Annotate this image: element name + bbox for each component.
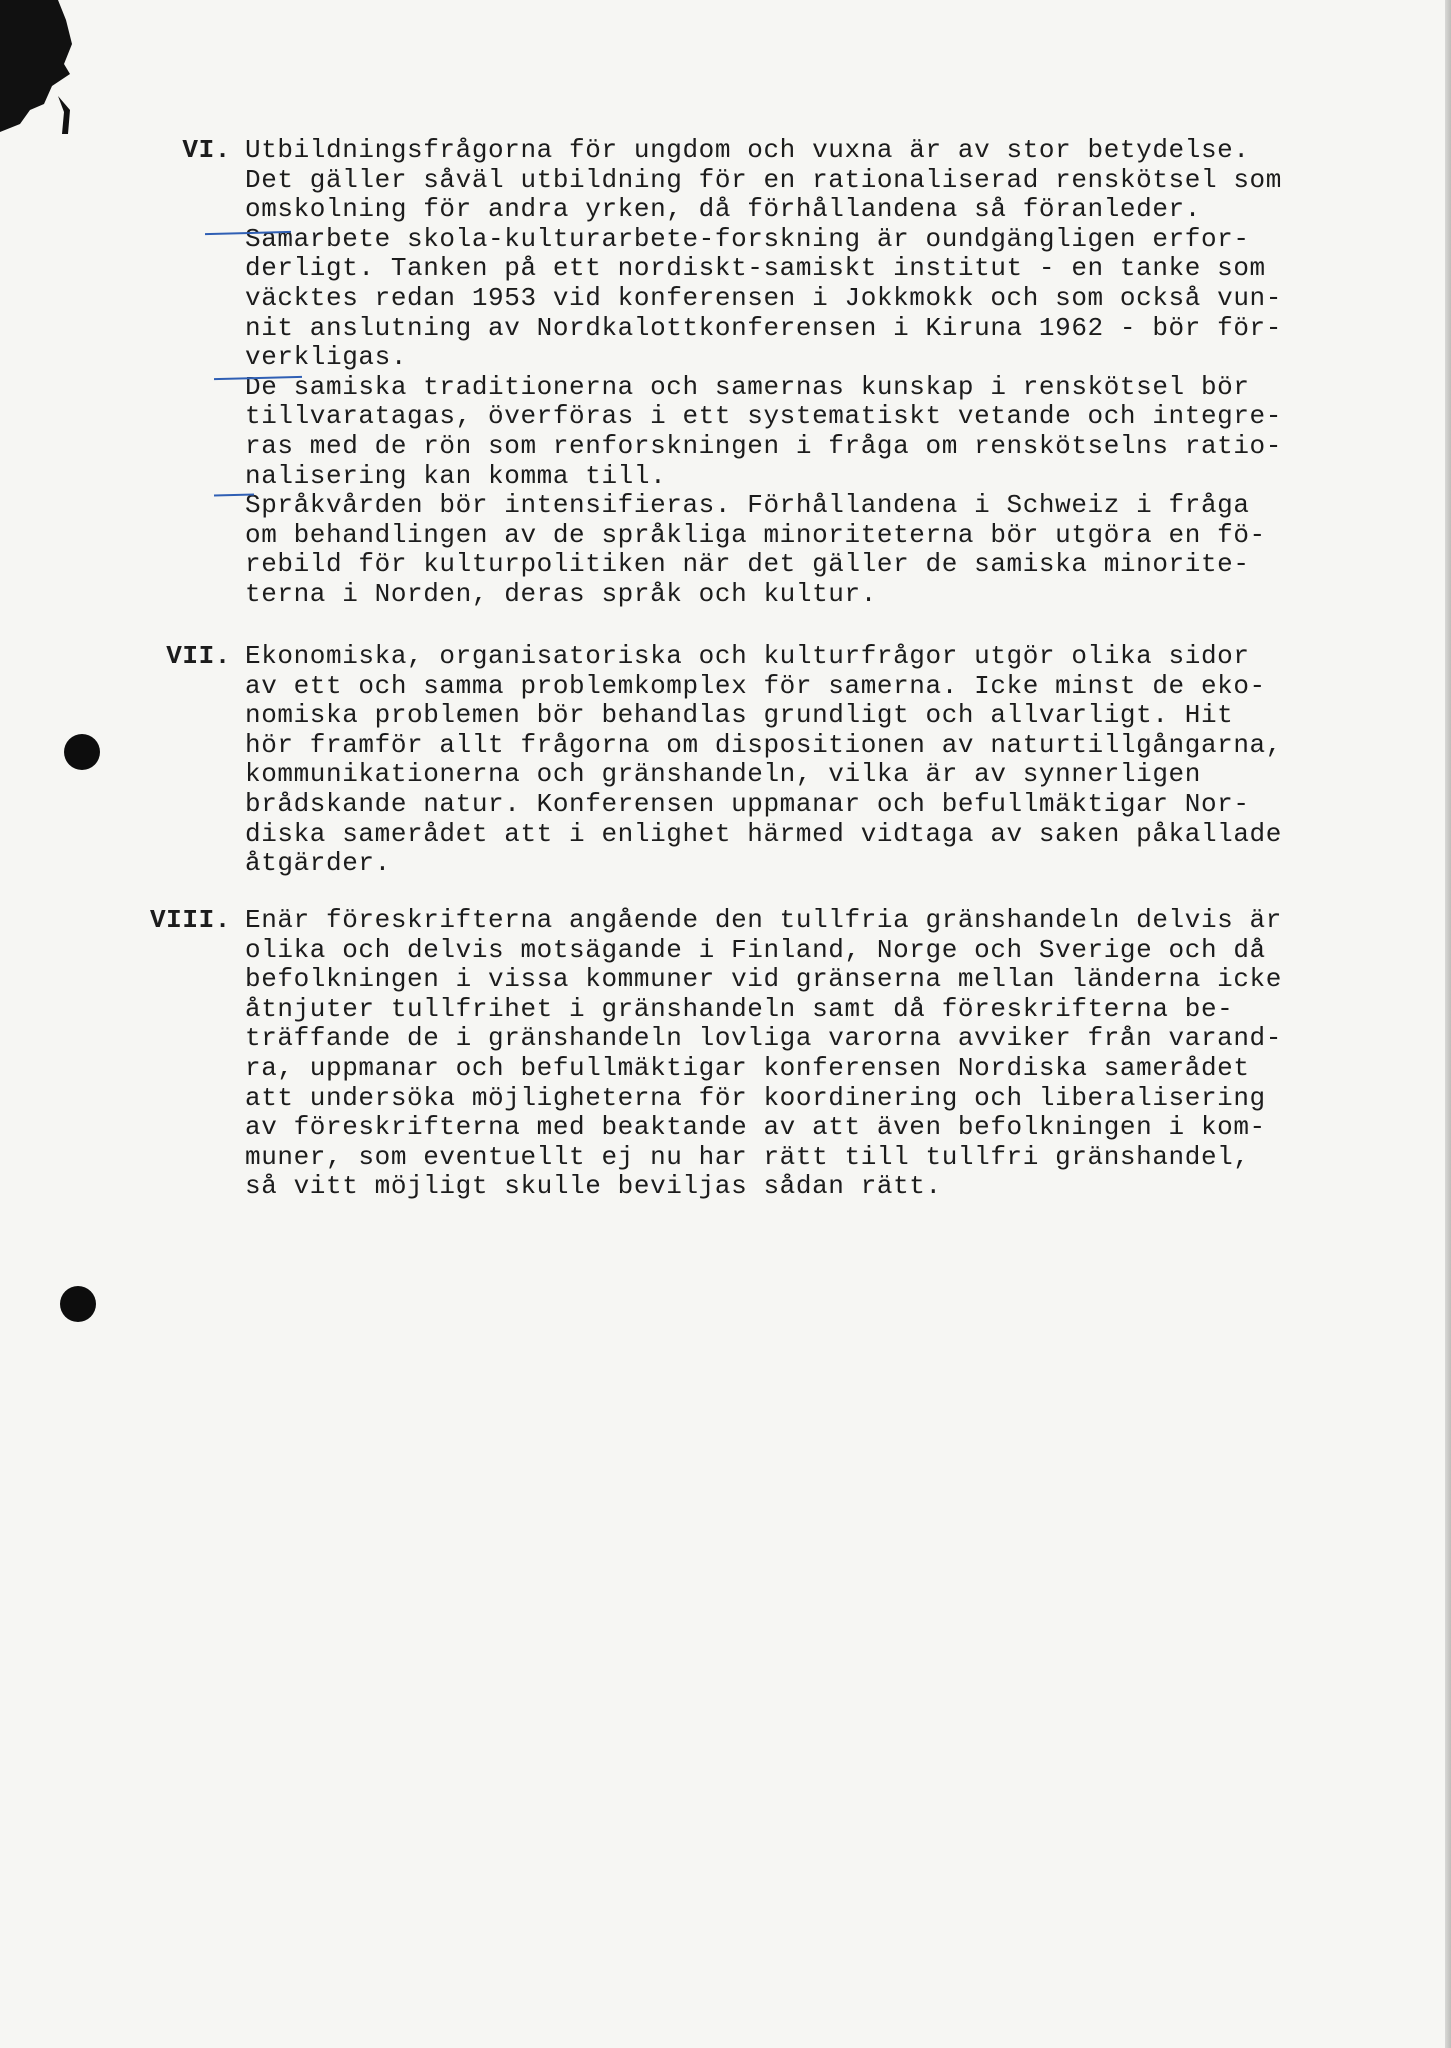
text-line: åtgärder. [245,848,391,879]
text-line: att undersöka möjligheterna för koordinering och liberalisering [245,1082,1266,1113]
text-line: befolkningen i vissa kommuner vid gränserna mellan länderna icke [245,964,1282,995]
section-number: VIII. [149,905,231,935]
text-line: hör framför allt frågorna om dispositionen av naturtillgångarna, [245,729,1282,760]
text-line: Samarbete skola-kulturarbete-forskning är oundgängligen erfor- [245,223,1250,254]
text-line: väcktes redan 1953 vid konferensen i Jokkmokk och som också vun- [245,282,1282,313]
text-line: träffande de i gränshandeln lovliga varorna avviker från varand- [245,1023,1282,1054]
text-line: Det gäller såväl utbildning för en rationaliserad renskötsel som [245,164,1282,195]
text-line: tillvaratagas, överföras i ett systematiskt vetande och integre- [245,401,1282,432]
text-line: diska samerådet att i enlighet härmed vidtaga av saken påkallade [245,818,1282,849]
text-line: nomiska problemen bör behandlas grundligt och allvarligt. Hit [245,700,1234,731]
text-line: av föreskrifterna med beaktande av att även befolkningen i kom- [245,1112,1266,1143]
text-line: rebild för kulturpolitiken när det gäller de samiska minorite- [245,549,1250,580]
page-edge-shadow [1445,0,1451,2048]
section-text [245,642,1370,879]
text-line: verkligas. [245,342,408,373]
text-line: av ett och samma problemkomplex för samerna. Icke minst de eko- [245,670,1266,701]
text-line: ras med de rön som renforskningen i fråga om renskötselns ratio- [245,430,1282,461]
text-line: ra, uppmanar och befullmäktigar konferensen Nordiska samerådet [245,1052,1250,1083]
section-text [245,906,1370,1202]
text-line: brådskande natur. Konferensen uppmanar och befullmäktigar Nor- [245,788,1250,819]
section-text [245,136,1370,610]
torn-corner [0,0,80,140]
text-line: derligt. Tanken på ett nordiskt-samiskt institut - en tanke som [245,253,1266,284]
text-line: omskolning för andra yrken, då förhållandena så föranleder. [245,194,1201,225]
text-line: muner, som eventuellt ej nu har rätt till tullfri gränshandel, [245,1141,1250,1172]
text-line: Ekonomiska, organisatoriska och kulturfrågor utgör olika sidor [245,641,1250,671]
punch-hole [64,734,100,770]
text-line: kommunikationerna och gränshandeln, vilka är av synnerligen [245,759,1201,790]
text-line: Utbildningsfrågorna för ungdom och vuxna är av stor betydelse. [245,135,1250,165]
text-line: nalisering kan komma till. [245,460,667,491]
text-line: nit anslutning av Nordkalottkonferensen i Kiruna 1962 - bör för- [245,312,1282,343]
text-line: så vitt möjligt skulle beviljas sådan rätt. [245,1171,942,1202]
text-line: terna i Norden, deras språk och kultur. [245,578,877,609]
text-line: om behandlingen av de språkliga minoriteterna bör utgöra en fö- [245,519,1266,550]
punch-hole [60,1286,96,1322]
section-number: VII. [166,641,231,671]
text-line: Enär föreskrifterna angående den tullfria gränshandeln delvis är [245,905,1282,935]
text-line: Språkvården bör intensifieras. Förhållandena i Schweiz i fråga [245,490,1250,521]
text-line: olika och delvis motsägande i Finland, Norge och Sverige och då [245,934,1266,965]
text-line: åtnjuter tullfrihet i gränshandeln samt då föreskrifterna be- [245,993,1234,1024]
text-line: De samiska traditionerna och samernas kunskap i renskötsel bör [245,371,1250,402]
section-number: VI. [182,135,231,165]
